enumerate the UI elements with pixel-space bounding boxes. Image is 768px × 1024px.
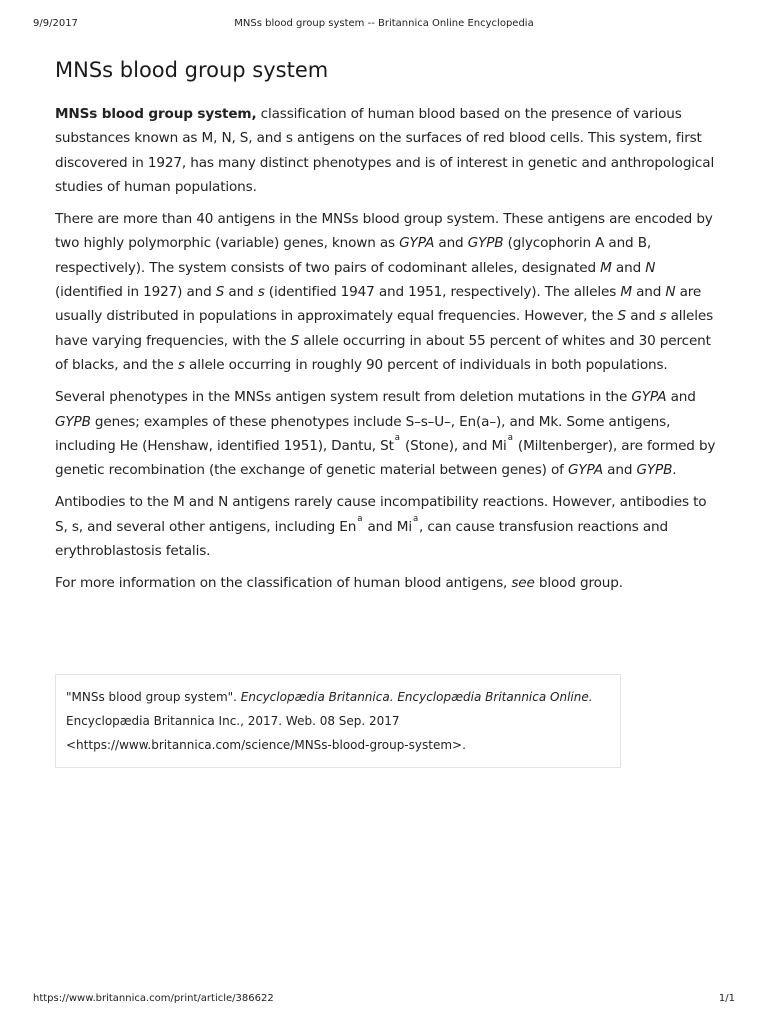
paragraph-antigens: There are more than 40 antigens in the MNSs blood group system. These antigens are encoded by two highly polymorphic (variable) genes, known as GYPA and GYPB (glycophorin A and B, respectively). The system consists of two pairs of codominant alleles, designated M and N (identified in 1927) and S and s (identified 1947 and 1951, respectively). The alleles M and N are usually distributed in populations in approximately equal frequencies. However, the S and s alleles have varying frequencies, with the S allele occurring in about 55 percent of whites and 30 percent of blacks, and the s allele occurring in roughly 90 percent of individuals in both populations.: [55, 211, 714, 373]
lead-term: MNSs blood group system,: [55, 106, 257, 122]
footer-url: https://www.britannica.com/print/article/386622: [33, 993, 274, 1004]
paragraph-intro: MNSs blood group system, classification of human blood based on the presence of various substances known as M, N, S, and s antigens on the surfaces of red blood cells. This system, first discovered in 1927, has many distinct phenotypes and is of interest in genetic and anthropological studies of human populations.: [55, 106, 715, 195]
citation-url: <https://www.britannica.com/science/MNSs-blood-group-system>.: [66, 738, 466, 752]
paragraph-more-info: For more information on the classification of human blood antigens, see blood group.: [55, 575, 623, 592]
print-title: MNSs blood group system -- Britannica Online Encyclopedia: [234, 18, 534, 29]
article: [55, 56, 717, 604]
print-date: 9/9/2017: [33, 18, 78, 29]
page-title: MNSs blood group system: [55, 58, 329, 82]
paragraph-antibodies: Antibodies to the M and N antigens rarely cause incompatibility reactions. However, antibodies to S, s, and several other antigens, including En$^a$ and Mi$^a$, can cause transfusion reactions and erythroblastosis fetalis.: [55, 494, 707, 560]
see-reference: see: [511, 575, 535, 592]
gene-gypa: GYPA: [399, 235, 435, 252]
citation-source: Encyclopædia Britannica. Encyclopædia Britannica Online.: [240, 690, 593, 704]
paragraph-phenotypes: Several phenotypes in the MNSs antigen system result from deletion mutations in the GYPA and GYPB genes; examples of these phenotypes include S–s–U–, En(a–), and Mk. Some antigens, including He (Henshaw, identified 1951), Dantu, St$^a$ (Stone), and Mi$^a$ (Miltenberger), are formed by genetic recombination (the exchange of genetic material between genes) of GYPA and GYPB.: [55, 389, 716, 479]
page-number: 1/1: [718, 993, 735, 1004]
gene-gypb: GYPB: [467, 235, 504, 252]
blood-group-link[interactable]: blood group.: [534, 575, 623, 592]
citation-box: "MNSs blood group system". Encyclopædia Britannica. Encyclopædia Britannica Online. Encyclopædia Britannica Inc., 2017. Web. 08 Sep. 2017 <https://www.britannica.com/science/MNSs-blood-group-system>.: [55, 674, 621, 768]
